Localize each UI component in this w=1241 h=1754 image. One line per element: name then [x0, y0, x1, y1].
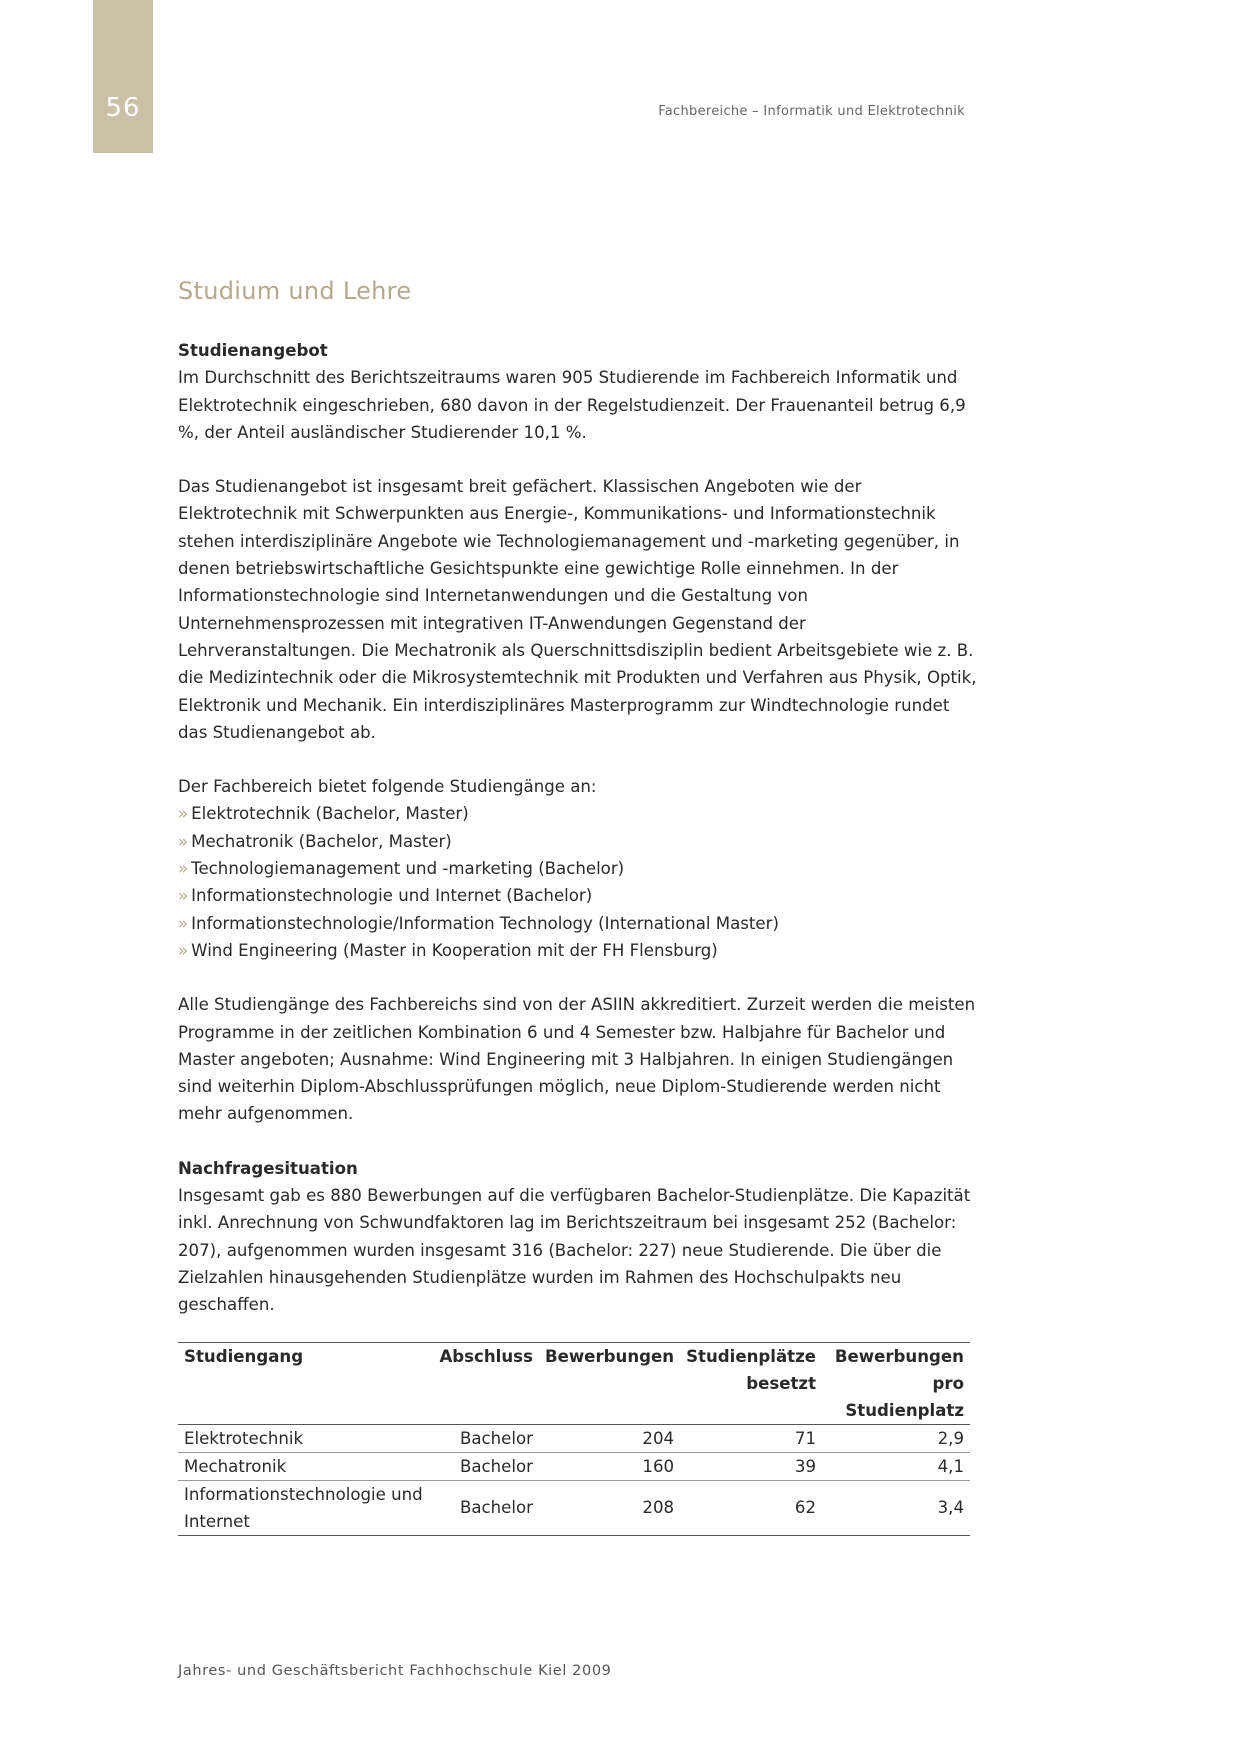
list-item: » Informationstechnologie/Information Technology (International Master): [178, 913, 779, 933]
table-cell: 4,1: [822, 1452, 970, 1480]
applications-table: [178, 1342, 970, 1536]
main-content: [178, 275, 978, 1536]
table-row: [178, 1424, 970, 1452]
page-footer: Jahres- und Geschäftsbericht Fachhochschule Kiel 2009: [178, 1663, 612, 1679]
page-number: 56: [105, 93, 141, 123]
table-cell: Elektrotechnik: [178, 1424, 433, 1452]
list-item: » Technologiemanagement und -marketing (Bachelor): [178, 859, 625, 879]
column-header: Bewerbungen pro Studienplatz: [822, 1342, 970, 1424]
paragraph-demand: Insgesamt gab es 880 Bewerbungen auf die verfügbaren Bachelor-Studienplätze. Die Kapazität inkl. Anrechnung von Schwundfaktoren lag im Berichtszeitraum bei insgesamt 252 (Bachelor: 207), aufgenommen wurden insgesamt 316 (Bachelor: 227) neue Studierende. Die über die Zielzahlen hinausgehenden Studienplätze wurden im Rahmen des Hochschulpakts neu geschaffen.: [178, 1186, 971, 1315]
table-cell: 160: [539, 1452, 680, 1480]
bullet-marker: »: [178, 886, 189, 906]
table-cell: 208: [539, 1480, 680, 1535]
paragraph-enrollment: Im Durchschnitt des Berichtszeitraums waren 905 Studierende im Fachbereich Informatik und Elektrotechnik eingeschrieben, 680 davon in der Regelstudienzeit. Der Frauenanteil betrug 6,9 %, der Anteil ausländischer Studierender 10,1 %.: [178, 368, 966, 442]
bullet-marker: »: [178, 804, 189, 824]
list-item: » Informationstechnologie und Internet (Bachelor): [178, 886, 593, 906]
list-item: » Wind Engineering (Master in Kooperation mit der FH Flensburg): [178, 940, 718, 960]
table-cell: 3,4: [822, 1480, 970, 1535]
table-cell: Informationstechnologie und Internet: [178, 1480, 433, 1535]
table-cell: 2,9: [822, 1424, 970, 1452]
column-header: Studienplätze besetzt: [680, 1342, 822, 1424]
bullet-marker: »: [178, 913, 189, 933]
list-intro: Der Fachbereich bietet folgende Studiengänge an:: [178, 777, 597, 797]
paragraph-accreditation: Alle Studiengänge des Fachbereichs sind von der ASIIN akkreditiert. Zurzeit werden die meisten Programme in der zeitlichen Kombination 6 und 4 Semester bzw. Halbjahre für Bachelor und Master angeboten; Ausnahme: Wind Engineering mit 3 Halbjahren. In einigen Studiengängen sind weiterhin Diplom-Abschlussprüfungen möglich, neue Diplom-Studierende werden nicht mehr aufgenommen.: [178, 995, 976, 1124]
list-item: » Elektrotechnik (Bachelor, Master): [178, 804, 469, 824]
table-cell: Bachelor: [433, 1424, 539, 1452]
subheading-studienangebot: Studienangebot: [178, 341, 328, 360]
column-header: Studiengang: [178, 1342, 433, 1424]
table-cell: 204: [539, 1424, 680, 1452]
column-header: Bewerbungen: [539, 1342, 680, 1424]
table-cell: Mechatronik: [178, 1452, 433, 1480]
table-header-row: [178, 1342, 970, 1424]
bullet-marker: »: [178, 859, 189, 879]
subheading-nachfrage: Nachfragesituation: [178, 1158, 358, 1178]
table-cell: Bachelor: [433, 1452, 539, 1480]
running-head: Fachbereiche – Informatik und Elektrotechnik: [658, 104, 965, 119]
table-row: [178, 1480, 970, 1535]
table-row: [178, 1452, 970, 1480]
section-title: Studium und Lehre: [178, 277, 412, 305]
table-cell: 62: [680, 1480, 822, 1535]
table-cell: Bachelor: [433, 1480, 539, 1535]
bullet-marker: »: [178, 940, 189, 960]
list-item: » Mechatronik (Bachelor, Master): [178, 831, 452, 851]
bullet-marker: »: [178, 831, 189, 851]
table-cell: 71: [680, 1424, 822, 1452]
page-number-tab: [93, 0, 153, 153]
table-cell: 39: [680, 1452, 822, 1480]
program-list: [178, 800, 978, 964]
paragraph-offer: Das Studienangebot ist insgesamt breit gefächert. Klassischen Angeboten wie der Elektrotechnik mit Schwerpunkten aus Energie-, Kommunikations- und Informationstechnik stehen interdisziplinäre Angebote wie Technologiemanagement und -marketing gegenüber, in denen betriebswirtschaftliche Gesichtspunkte eine gewichtige Rolle einnehmen. In der Informationstechnologie sind Internetanwendungen und die Gestaltung von Unternehmensprozessen mit integrativen IT-Anwendungen Gegenstand der Lehrveranstaltungen. Die Mechatronik als Querschnittsdisziplin bedient Arbeitsgebiete wie z. B. die Medizintechnik oder die Mikrosystemtechnik mit Produkten und Verfahren aus Physik, Optik, Elektronik und Mechanik. Ein interdisziplinäres Masterprogramm zur Windtechnologie rundet das Studienangebot ab.: [178, 477, 977, 742]
column-header: Abschluss: [433, 1342, 539, 1424]
